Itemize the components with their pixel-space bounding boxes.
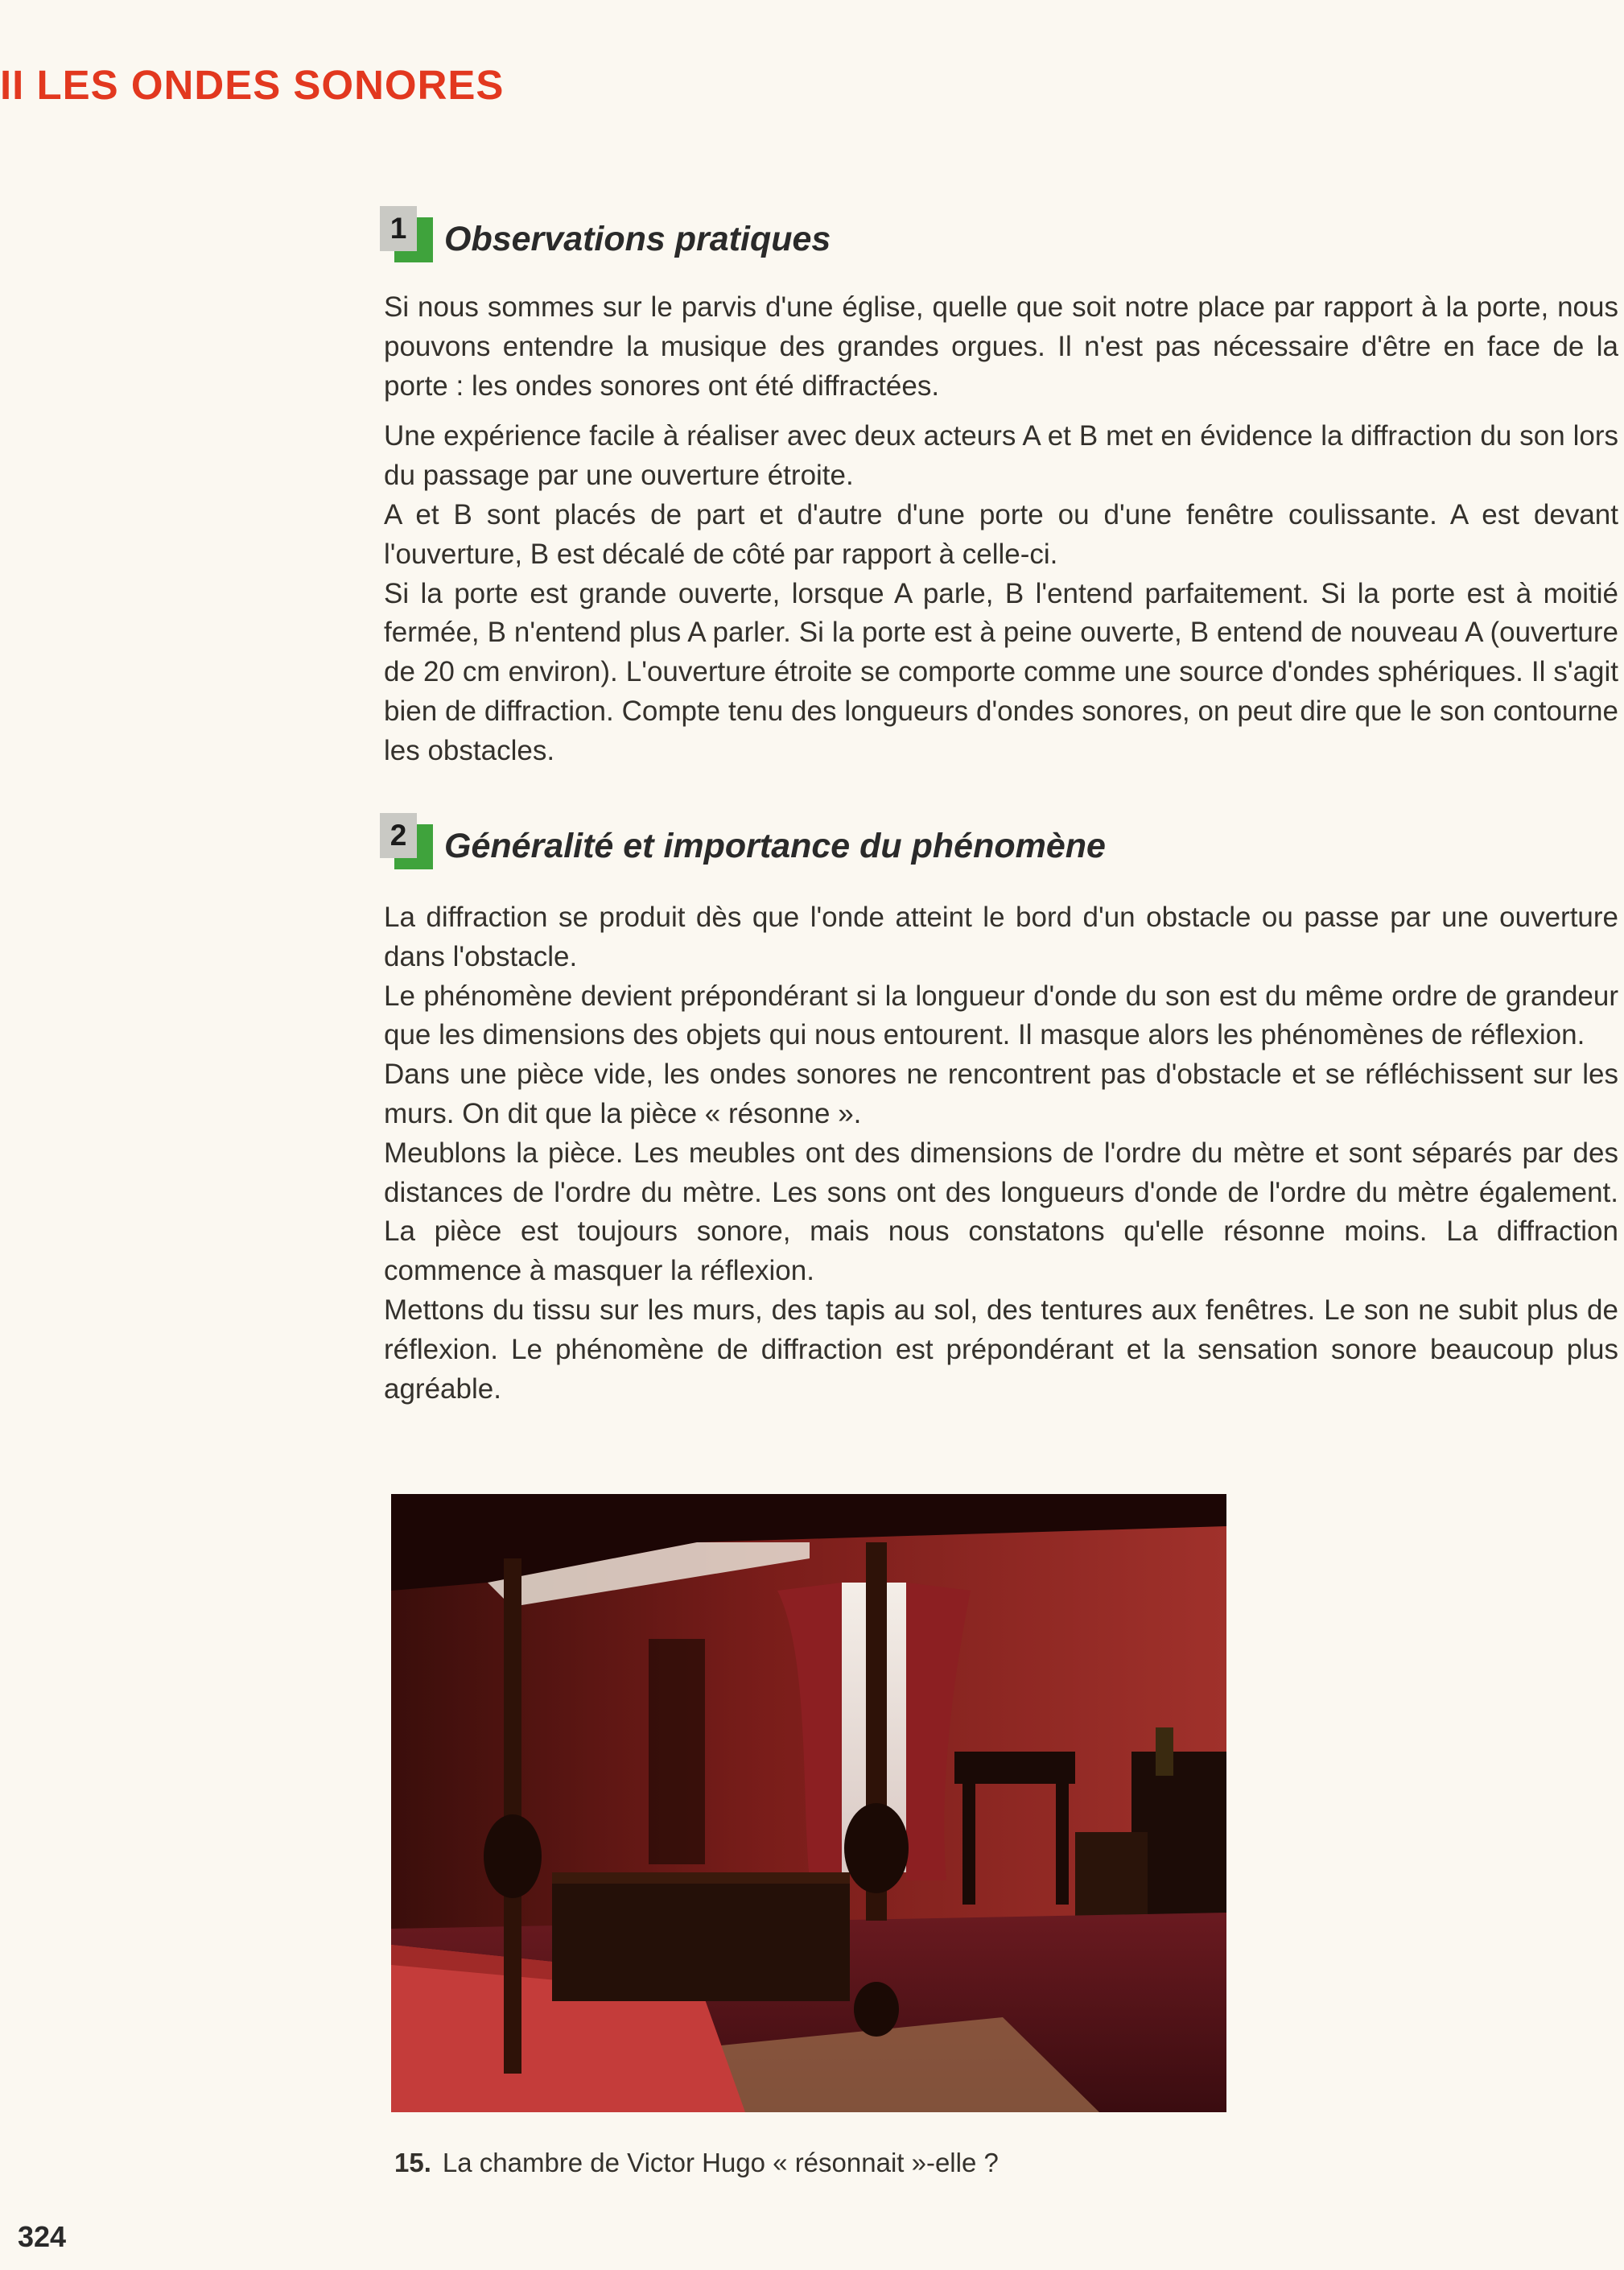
section-2-body [384,898,1618,1409]
paragraph: A et B sont placés de part et d'autre d'une porte ou d'une fenêtre coulissante. A est devant l'ouverture, B est décalé de côté par rapport à celle-ci. [384,498,1618,570]
section-title: Généralité et importance du phénomène [444,827,1106,865]
section-title: Observations pratiques [444,220,831,258]
bedroom-photo [391,1494,1226,2112]
paragraph: Dans une pièce vide, les ondes sonores ne rencontrent pas d'obstacle et se réfléchissent sur les murs. On dit que la pièce « résonne ». [384,1059,1618,1129]
section-1-body [384,288,1618,771]
paragraph: Meublons la pièce. Les meubles ont des dimensions de l'ordre du mètre et sont séparés par des distances de l'ordre du mètre. Les sons ont des longueurs d'onde de l'ordre du mètre également. La pièce est toujours sonore, mais nous constatons qu'elle résonne moins. La diffraction commence à masquer la réflexion. [384,1137,1618,1287]
chapter-title: II LES ONDES SONORES [0,62,505,108]
section-2-heading [380,813,1106,868]
section-number-marker [380,813,433,868]
paragraph: Si la porte est grande ouverte, lorsque A parle, B l'entend parfaitement. Si la porte est à moitié fermée, B n'entend plus A parler. Si la porte est à peine ouverte, B entend de nouveau A (ouverture de 20 cm environ). L'ouverture étroite se comporte comme une source d'ondes sphériques. Il s'agit bien de diffraction. Compte tenu des longueurs d'ondes sonores, on peut dire que le son contourne les obstacles. [384,577,1618,766]
figure-caption [394,2148,999,2178]
section-1-heading [380,206,831,261]
paragraph: Mettons du tissu sur les murs, des tapis au sol, des tentures aux fenêtres. Le son ne subit plus de réflexion. Le phénomène de diffraction est prépondérant et la sensation sonore beaucoup plus agréable. [384,1294,1618,1405]
paragraph: La diffraction se produit dès que l'onde atteint le bord d'un obstacle ou passe par une ouverture dans l'obstacle. [384,902,1618,972]
figure-number: 15. [394,2148,431,2177]
section-number: 1 [380,206,417,251]
paragraph: Une expérience facile à réaliser avec deux acteurs A et B met en évidence la diffraction du son lors du passage par une ouverture étroite. [384,420,1618,492]
section-number-marker [380,206,433,261]
paragraph: Si nous sommes sur le parvis d'une église, quelle que soit notre place par rapport à la porte, nous pouvons entendre la musique des grandes orgues. Il n'est pas nécessaire d'être en face de la porte : les ondes sonores ont été diffractées. [384,291,1618,402]
figure-caption-text: La chambre de Victor Hugo « résonnait »-elle ? [442,2148,999,2177]
paragraph: Le phénomène devient prépondérant si la longueur d'onde du son est du même ordre de grandeur que les dimensions des objets qui nous entourent. Il masque alors les phénomènes de réflexion. [384,980,1618,1051]
section-number: 2 [380,813,417,858]
page-number: 324 [18,2220,67,2253]
